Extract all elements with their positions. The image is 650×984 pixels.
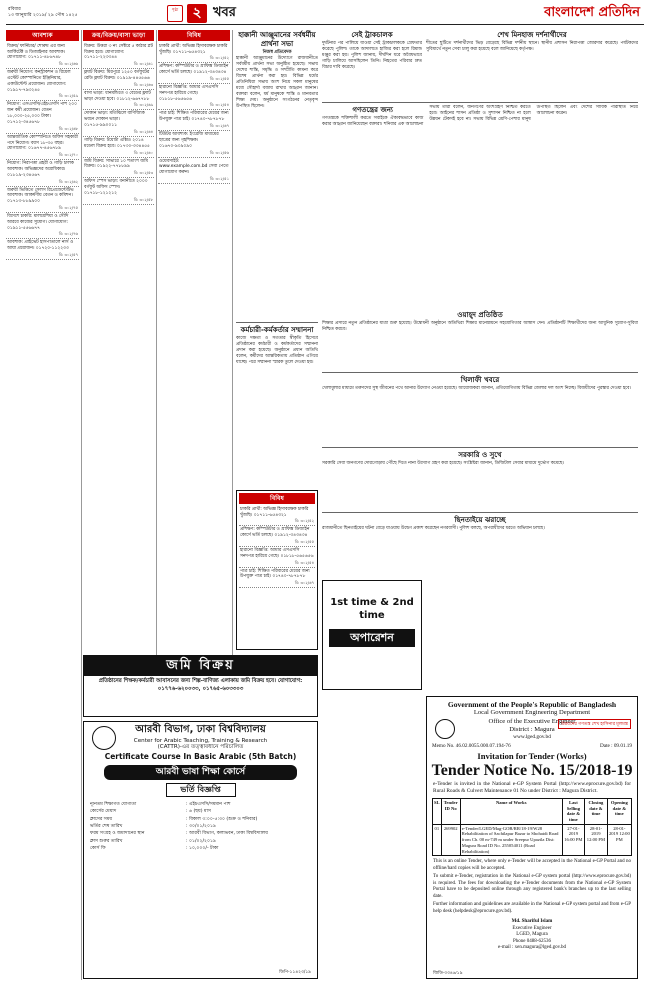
classified-ad [6,134,79,160]
classified-ad-text: প্রশিক্ষণ: কম্পিউটার ও গ্রাফিক্স ডিজাইন কোর্সে ভর্তি চলছে। ০১৯১২-৩৪৩৪৩৪ [159,64,229,76]
news-article-3 [322,30,422,100]
column-divider [81,30,82,980]
admission-row [90,823,311,830]
article-body-4: গণতন্ত্রকে শক্তিশালী করতে সবাইকে ঐক্যবদ্ধভাবে কাজ করার আহ্বান জানিয়েছেন বক্তারা। শনিবার এক আলোচনা সভায় তারা বলেন, জনগণের অংশগ্রহণ নিশ্চিত করতে হবে। আইনের শাসন প্রতিষ্ঠা ও সুশাসন নিশ্চিত না হলে উন্নয়ন টেকসই হবে না। সভায় বিভিন্ন শ্রেণি-পেশার মানুষ উপস্থিত ছিলেন এবং দেশের সার্বিক পরিস্থিতি নিয়ে আলোচনা করেন। [322,105,638,128]
table-header-cell: Tender ID No [441,798,460,824]
admission-value: : বিকাল ৩:০০-৫:৩০ (শুক্র ও শনিবার) [186,816,258,822]
classified-column-2 [83,30,154,680]
news-article-9 [322,515,638,575]
admission-value: : ৩০/০১/২০১৯ [186,824,216,830]
classified-ad-id: বি: ৩০২/৭৫ [58,205,78,210]
classified-ad-id: বি: ৩০২/৬৩ [133,81,153,87]
page-header [6,3,644,25]
admission-key: ক্লাস শুরুর তারিখ [90,838,123,844]
office-title: Office of the Executive Engineer [488,717,576,725]
classified-ad-text: পাত্র চাই: শিক্ষিত পরিবারের মেয়ের জন্য উপযুক্ত পাত্র চাই। ০১৭৪০-৭৮৭৮৭৮ [240,568,310,580]
article-body-7: খেলাধুলার মাধ্যমে তরুণদের সুস্থ জীবনের পথে আনার উদ্যোগ নেওয়া হয়েছে। আয়োজকরা জানান, প্রতিযোগিতায় বিভিন্ন জেলার দল অংশ নিচ্ছে। বিজয়ীদের পুরস্কার দেওয়া হবে। [322,386,632,392]
classified-ad [158,110,230,131]
slogan-stamp: উন্নয়নের গণতন্ত্র শেখ হাসিনার মূলমন্ত্র [558,719,631,729]
ad-id: ডিপি-১১৪২৩/১৯ [279,969,311,975]
table-header-cell: Opening date & time [607,798,631,824]
classified-ad [6,69,79,101]
classified-ad-id: বি: ৩০২/৫৯ [58,93,78,99]
classified-column-3 [158,30,230,680]
classified-ad-id: বি: ৩০২/৫৪ [209,102,229,108]
admission-key: ন্যূনতম শিক্ষাগত যোগ্যতা [90,802,137,808]
admission-key: কোর্সের মেয়াদ [90,809,117,815]
headline-9: ছিনতাইয়ে ঝরাচ্ছে [454,516,506,524]
admission-value: : আরবী বিভাগ, কলাভবন, ঢাকা বিশ্ববিদ্যালয় [186,831,268,837]
admission-row [90,816,311,823]
bibidh-list [239,506,315,589]
article-body-9: রাজধানীতে ছিনতাইয়ের ঘটনা বেড়ে যাওয়ায় উদ্বেগ প্রকাশ করেছেন নগরবাসী। পুলিশ বলছে, অপরাধীদের ধরতে অভিযান চলছে। [322,526,545,532]
admission-value: : ১০,০০০/- টাকা [186,846,219,852]
headline-7: খিলাফী খবরে [460,376,500,384]
news-article-7 [322,375,638,445]
arabic-dept-title: আরবী বিভাগ, ঢাকা বিশ্ববিদ্যালয় [135,724,266,735]
classified-ad-text: চাকরি প্রার্থী: অভিজ্ঞ হিসাবরক্ষক চাকরি খুঁজছি। ০১৭১১-৬৫৪৩২১ [240,506,309,518]
memo-date: Date : 09.01.19 [600,742,632,749]
headline-1: হাক্কানী আঞ্জুমানের সর্বধর্মীয় প্রার্থনা সভা [238,31,316,48]
admission-value: : এইচএসসি/সমমান পাশ [186,802,231,808]
classified-ad-text: আবশ্যক: প্রাইভেট হাসপাতালে নার্স ও আয়া প্রয়োজন। ০১৭২০-১১২২৩৩ [7,240,74,252]
article-divider [236,322,318,323]
classified-list-2 [83,43,154,205]
date-day: রবিবার [8,7,21,12]
signer-email[interactable]: e-mail : xen.magura@lged.gov.bd [497,945,566,951]
classified-ad [6,213,79,239]
headline-6: ওয়াহ্দ প্রতিষ্ঠিত [457,311,503,319]
classified-ad [6,43,79,69]
date-full: ১৩ জানুয়ারি ২০১৯/ ২৯ পৌষ ১৪২৫ [8,13,78,19]
classified-ad-id: বি: ৩০২/৫৬ [209,149,229,155]
admission-row [90,801,311,808]
classified-ad-id: বি: ৩০২/৬৯ [133,102,153,108]
tender-lead: e-Tender is invited in the National e-GP System Portal (http://www.eprocure.gov.bd) for Rural Roads & Culvert Maintenance 01 No under District : Magura District. [433,780,631,794]
classified-ad-text: প্রশিক্ষণ: কম্পিউটার ও গ্রাফিক্স ডিজাইন কোর্সে ভর্তি চলছে। ০১৯১২-৩৪৩৪৩৪ [240,527,310,539]
classified-ad-id: বি: ৩০২/৬৪ [133,128,153,134]
article-divider [322,512,638,513]
article-divider [322,447,638,448]
university-seal-icon [92,726,116,750]
table-row [433,824,632,856]
tender-table [432,798,632,857]
headline-5: শেখ মিনহাজ দর্শনার্থীদের [497,31,567,39]
tender-note-2: To submit e-Tender, registration in the National e-GP system portal (http://www.eprocure.gov.bd) is required. The fees for downloading the e-Tender documents from the National e-GP System Portal have to be deposited online through any registered bank's branches up to the last selling date. [433,874,631,899]
arabic-center-name: Center for Arabic Teaching, Training & Research [133,737,268,744]
classified-ad-text: অফিস স্পেস ভাড়া: বনানীতে ২০০০ বর্গফুট অফিস স্পেস। ০১৭১৮-১২১২১২ [84,179,148,196]
classified-ad-id: বি: ৩০২/৫৮ [133,196,153,202]
headline-8: সরকারি ও সুখে [458,451,502,459]
table-cell: 28-01-2019 12:00 PM [585,824,608,856]
admission-row [90,845,311,852]
classified-ad [158,158,230,184]
classified-ad-text: বিক্রয়: উত্তরা ৩ নং সেক্টরে ৫ কাঠার প্লট বিক্রয় হবে। যোগাযোগ: ০১৭১১-২২৩৩৪৪ [84,43,153,61]
classified-ad [83,43,154,69]
signer-name: Md. Shariful Islam [511,919,553,925]
bibidh-box [236,490,318,650]
classified-ad-id: বি: ৩০২/৭০ [58,152,78,158]
classified-list-1 [6,43,79,260]
classified-ad-id: বি: ৩০২/৬৭ [294,580,314,586]
classified-ad [239,568,315,589]
news-article-6 [322,310,638,370]
classified-ad [83,137,154,158]
signer-phone: Phone 0488-62536 [513,938,551,944]
article-body-5: শীতের ছুটিতে দর্শনার্থীদের ভিড় বেড়েছে বিভিন্ন দর্শনীয় স্থানে। স্থানীয় প্রশাসন নিরাপত্তা জোরদার করেছে। পর্যটকদের সুবিধার্থে নতুন সেবা চালু করা হয়েছে বলে জানিয়েছে কর্তৃপক্ষ। [426,41,638,53]
admission-key: কোর্স ফি [90,846,106,852]
classified-ad [239,526,315,547]
classified-ad-text: গাড়ি বিক্রয়: টয়োটা এক্সিও ২০১৪ মডেল বিক্রয় হবে। ০১৭৩০-৩৩৪৪৫৫ [84,137,150,149]
table-header-cell: Last Selling date & time [562,798,585,824]
article-divider [322,372,638,373]
news-article-8 [322,450,638,510]
classified-ad-text: বিদেশে চাকরি: মালয়েশিয়া ও সৌদি আরবে কাজের সুযোগ। যোগাযোগ: ০১৯১১-৫৫৬৬৭৭ [7,214,69,231]
article-body-3: দুর্ঘটনার পর পালিয়ে যাওয়া সেই ট্রাকচালককে গ্রেফতার করেছে পুলিশ। তাকে আদালতে হাজির করা হলে রিমান্ড মঞ্জুর করা হয়। পুলিশ জানায়, দীর্ঘদিন ধরে অবৈধভাবে গাড়ি চালিয়ে আসছিলেন তিনি। নিহতের পরিবার দ্রুত বিচার দাবি করেছে। [322,41,422,70]
classified-ad-text: জমি বিক্রয়: সাভারে ১০ শতাংশ জমি বিক্রয়। ০১৯২২-৭৭৮৮৯৯ [84,158,148,170]
admission-details [84,799,317,854]
classified-ad [6,187,79,213]
news-article-1 [236,30,318,320]
classified-ad-text: চাকরি প্রার্থী: অভিজ্ঞ হিসাবরক্ষক চাকরি খুঁজছি। ০১৭১১-৬৫৪৩২১ [159,43,228,55]
classified-heading-1: আবশ্যক [6,30,79,41]
classified-ad [83,178,154,204]
operation-label: অপারেশন [329,629,415,647]
classified-ad-text: দোকান ভাড়া: মতিঝিলে বাণিজ্যিক ভবনে দোকান ভাড়া। ০১৭১৫-৯৯০০১১ [84,111,145,129]
classified-ad-id: বি: ৩০২/৬১ [133,61,153,67]
news-article-4 [322,105,638,305]
arabic-center-note: (CATTR)-এর তত্ত্বাবধানে পরিচালিত [157,744,244,751]
table-cell: 269902 [441,824,460,856]
gov-title: Government of the People's Republic of Bangladesh [447,700,617,709]
news-article-5 [426,30,638,100]
byline-1: নিজস্ব প্রতিবেদক [262,50,292,55]
bibidh-heading: বিবিধ [239,493,315,504]
classified-ad-text: হারানো বিজ্ঞপ্তি: আমার এসএসসি সনদপত্র হারিয়ে গেছে। ০১৮১৮-৫৬৫৬৫৬ [159,85,219,102]
gd-number: জিডি-৩৩৪৬/১৯ [433,969,463,975]
classified-ad-id: বি: ৩০২/৫২ [209,55,229,61]
classified-ad-text: হারানো বিজ্ঞপ্তি: আমার এসএসসি সনদপত্র হারিয়ে গেছে। ০১৮১৮-৫৬৫৬৫৬ [240,548,314,559]
memo-line [427,741,637,752]
classified-ad [158,43,230,64]
invitation-title: Invitation for Tender (Works) [477,751,587,762]
table-header-cell: SL [433,798,442,824]
district-title: District : Magura [509,725,555,733]
tender-table-header [433,798,632,824]
classified-heading-2: ক্রয়/বিক্রয়/বাসা ভাড়া [83,30,154,41]
classified-ad-text: টিউটর আবশ্যক: ইংরেজি মাধ্যমের ছাত্রের জন্য গৃহশিক্ষক। ০১৬৭০-৯০৯০৯০ [159,132,219,149]
admission-notice-title: ভর্তি বিজ্ঞপ্তি [166,783,236,797]
admission-value: : ৬ (ছয়) মাস [186,809,211,815]
admission-key: ভর্তির শেষ তারিখ [90,824,123,830]
land-sale-title: জমি বিক্রয় [84,656,317,676]
article-body-6: শিক্ষার প্রসারে নতুন প্রতিষ্ঠানের যাত্রা শুরু হয়েছে। উদ্বোধনী অনুষ্ঠানে অতিথিরা শিক্ষার মানোন্নয়নে সহযোগিতার আশ্বাস দেন। প্রতিষ্ঠানটি শিক্ষার্থীদের জন্য আধুনিক সুযোগ-সুবিধা নিশ্চিত করবে। [322,321,638,333]
tender-note-3: Further information and guidelines are available in the National e-GP system portal and from e-GP help desk (helpdesk@eprocure.gov.bd). [433,902,631,914]
admission-row [90,830,311,837]
table-header-cell: Name of Works [460,798,562,824]
classified-ad-id: বি: ৩০২/৫১ [209,175,229,181]
classified-ad-id: বি: ৩০২/৫৭ [58,252,78,258]
table-cell: e-Tender/LGED/Mag-GOB/RR/18-19/W28 Rehabilitation of Sachilapur Bazar to Shohatdi Road from Ch. 00 m-749 m under Sreepur Upazila Dist: Magura Road ID No. 255054011 (Road Rehabilitation) [460,824,562,856]
classified-ad [239,506,315,527]
classified-ad [158,63,230,84]
classified-ad-id: বি: ৩০২/৬৬ [58,61,78,67]
headline-3: সেই ট্রাকচালক [351,31,393,39]
article-divider [322,102,638,103]
classified-ad [83,158,154,179]
classified-ad [239,547,315,568]
classified-ad-text: আন্তর্জাতিক কোম্পানিতে অফিস সহকারী পদে নিয়োগ। বয়স ১৮-৩৫ বছর। যোগাযোগ: ০১৬৭৭-৪৫৬৭৮৯ [7,134,78,152]
classified-ad-id: বি: ৩০২/৫৩ [133,170,153,176]
admission-key: ক্লাসের সময় [90,816,113,822]
classified-ad-id: বি: ৩০২/৭৬ [58,231,78,237]
arabic-band: আরবী ভাষা শিক্ষা কোর্সে [104,765,297,780]
lged-logo-icon [435,719,455,739]
classified-ad-id: বি: ৩০২/৬০ [133,149,153,155]
classified-ad [83,110,154,136]
article-body-2: কাজে দক্ষতা ও সততার স্বীকৃতি হিসেবে প্রতিষ্ঠানের কর্মচারী ও কর্মকর্তাদের সম্মাননা প্রদান করা হয়েছে। অনুষ্ঠানে প্রধান অতিথি বলেন, কর্মীদের আন্তরিকতায় প্রতিষ্ঠান এগিয়ে যাচ্ছে। পরে সম্মাননা স্মারক তুলে দেওয়া হয়। [236,336,318,365]
classified-heading-3: বিবিধ [158,30,230,41]
article-body-8: সরকারি সেবা জনগণের দোরগোড়ায় পৌঁছে দিতে নানা উদ্যোগ গ্রহণ করা হয়েছে। সংশ্লিষ্টরা জানান, ডিজিটাল সেবার মাধ্যমে দুর্ভোগ কমেছে। [322,461,565,467]
signer-office: LGED, Magura [516,932,548,938]
classified-ad-text: পাত্র চাই: শিক্ষিত পরিবারের মেয়ের জন্য উপযুক্ত পাত্র চাই। ০১৭৪০-৭৮৭৮৭৮ [159,111,229,123]
timeslot-label: 1st time & 2nd time [330,597,414,621]
arabic-course-name: Certificate Course In Basic Arabic (5th Batch) [104,752,297,762]
classified-ad-text: জরুরী ভিত্তিতে সেলস রিপ্রেজেন্টেটিভ আবশ্যক। আকর্ষণীয় বেতন ও কমিশন। ০১৭১৩-৮৮৯৯০০ [7,187,74,205]
date-block [8,7,78,19]
operation-ad [322,580,422,690]
classified-ad [158,131,230,157]
classified-list-3 [158,43,230,184]
classified-ad [6,239,79,260]
table-header-cell: Closing date & time [585,798,608,824]
arabic-course-ad [83,721,318,979]
news-article-2 [236,325,318,485]
table-cell: 01 [433,824,442,856]
column-divider [232,30,233,680]
classified-ad-id: বি: ৩০২/৫৪ [294,559,314,565]
article-body-1: হাক্কানী আঞ্জুমানের উদ্যোগে রাজধানীতে সর্বধর্মীয় প্রার্থনা সভা অনুষ্ঠিত হয়েছে। সভায় দেশের শান্তি, সমৃদ্ধি ও সম্প্রীতি কামনা করে বিশেষ প্রার্থনা করা হয়। বিভিন্ন ধর্মের প্রতিনিধিরা সভায় অংশ নিয়ে সকল মানুষের মধ্যে সৌহার্দ্য বজায় রাখার আহ্বান জানান। বক্তারা বলেন, ধর্ম মানুষকে শান্তি ও মানবতার শিক্ষা দেয়। অনুষ্ঠানে সংগঠনের নেতৃবৃন্দ উপস্থিত ছিলেন। [236,56,318,109]
table-cell: 27-01-2019 16:00 PM [562,824,585,856]
page-label-box [167,5,183,22]
signer-title: Executive Engineer [512,925,552,931]
admission-row [90,808,311,815]
dept-title: Local Government Engineering Department [473,709,591,717]
classified-ad [158,84,230,110]
classified-ad-text: জরুরী নিয়োগ: কনস্ট্রাকশন ও রিয়েল এস্টেট কোম্পানিতে ইঞ্জিনিয়ার, একাউন্টেন্ট প্রয়োজন। যোগাযোগ: ০১৯১৭-৭৯৩২৪৫ [7,70,71,93]
land-sale-body: প্রতিষ্ঠানের শিক্ষক/কর্মচারী আবাসনের জন্য শিল্প-বাণিজ্য এলাকায় জমি বিক্রয় হবে। যোগাযোগ: ০১৭৭৬-৬২০০৩৩, ০১৭৬৫-৬০৩৩০৩ [98,678,303,692]
section-title: খবর [213,5,236,20]
classified-ad-id: বি: ৩০২/৬২ [58,178,78,184]
classified-ad-id: বি: ৩০২/৫৫ [294,539,314,544]
classified-ad [83,69,154,90]
tender-number: Tender Notice No. 15/2018-19 [431,762,633,780]
classified-ad-id: বি: ৩০২/৫৫ [209,76,229,81]
memo-number: Memo No. 46.02.0055.000.07.194-76 [432,742,511,749]
admission-row [90,838,311,845]
admission-value: : ০১/০২/২০১৯ [186,838,216,844]
classified-ad [83,90,154,111]
classified-ad-text: নিয়োগ: এসএসসি/এইচএসসি পাশ ২০০ জন কর্মী প্রয়োজন। বেতন ১৮,০০০-২৫,০০০ টাকা। ০১৭১২-৩৪৫৬৭৮ [7,102,77,125]
signature-block [427,919,637,952]
headline-2: কর্মচারী-কর্মকর্তার সম্মাননা [240,326,314,334]
tender-note-1: This is an online Tender, where only e-Tender will be accepted in the National e-GP Portal and no offline/hard copies will be accepted. [433,859,631,871]
classified-ad-id: বি: ৩০২/৫২ [294,518,314,524]
classified-ad-id: বি: ৩০২/৬৮ [58,125,78,131]
tender-notice [426,696,638,979]
classified-ad-id: বি: ৩০২/৬৭ [209,123,229,129]
classified-ad-text: বাসা ভাড়া: ধানমন্ডিতে ৩ বেডের ফ্ল্যাট ভাড়া দেওয়া হবে। ০১৮১২-৬৬৭৭৮৮ [84,90,151,102]
brand-logo: বাংলাদেশ প্রতিদিন [544,5,640,20]
classified-ad-text: বিক্রয়/ ফার্নিচার/ শোরুম এর জন্য আর্কিটেক্ট ও ডিজাইনার আবশ্যক। যোগাযোগ: ০১৭১১-৪৮৬৭৪৮ [7,43,66,61]
web-link[interactable]: www.lged.gov.bd [513,734,551,741]
classified-ad [6,160,79,186]
admission-key: ফরম সংগ্রহ ও জমাদানের স্থান [90,831,145,837]
classified-ad-text: ফ্ল্যাট বিক্রয়: মিরপুরে ১২৫০ বর্গফুটের রেডি ফ্ল্যাট বিক্রয়। ০১৯১৯-৪৪৫৫৬৬ [84,70,150,81]
classified-ad [6,101,79,133]
classified-ad-text: ওয়েবসাইট: www.example.com.bd সেবা পেতে যোগাযোগ করুন। [159,158,229,176]
headline-4: গণতন্ত্রের জন্য [352,106,393,114]
table-cell: 28-01-2019 12:00 PM [607,824,631,856]
land-sale-ad [83,655,318,717]
page-number: ২ [187,4,207,23]
column-divider [156,30,157,680]
page-label: পৃষ্ঠা [171,7,179,12]
classified-column-1 [6,30,79,980]
classified-ad-text: নিয়োগ: নিরাপত্তা প্রহরী ও গাড়ি চালক আবশ্যক। অভিজ্ঞদের অগ্রাধিকার। ০১৮১৯-২৩৪৫৬৭ [7,161,74,178]
